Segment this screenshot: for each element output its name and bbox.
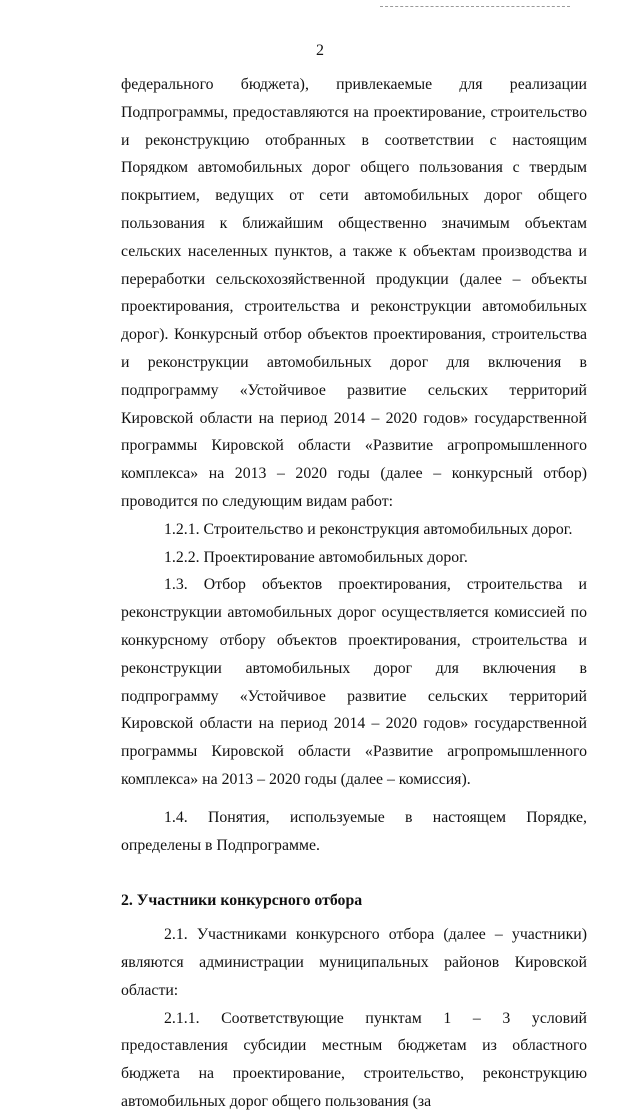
paragraph-1-2-1: 1.2.1. Строительство и реконструкция автомобильных дорог. (164, 520, 573, 538)
paragraph-1-4: 1.4. Понятия, используемые в настоящем Порядке, определены в Подпрограмме. (121, 808, 587, 854)
paragraph-2-1-1: 2.1.1. Соответствующие пунктам 1 – 3 условий предоставления субсидии местным бюджетам из областного бюджета на проектирование, строительство, реконструкцию автомобильных дорог общего пользования (за (121, 1009, 587, 1110)
paragraph-1-3: 1.3. Отбор объектов проектирования, строительства и реконструкции автомобильных дорог осуществляется комиссией по конкурсному отбору объектов проектирования, строительства и реконструкции автомобильных дорог для включения в подпрограмму «Устойчивое развитие сельских территорий Кировской области на период 2014 – 2020 годов» государственной программы Кировской области «Развитие агропромышленного комплекса» на 2013 – 2020 годы (далее – комиссия). (121, 576, 587, 788)
section-heading: 2. Участники конкурсного отбора (121, 892, 363, 910)
paragraph-2-1: 2.1. Участниками конкурсного отбора (далее – участники) являются администрации муниципальных районов Кировской области: (121, 926, 587, 999)
paragraph-continuation: федерального бюджета), привлекаемые для реализации Подпрограммы, предоставляются на проектирование, строительство и реконструкцию отобранных в соответствии с настоящим Порядком автомобильных дорог общего пользования с твердым покрытием, ведущих от сети автомобильных дорог общего пользования к ближайшим общественно значимым объектам сельских населенных пунктов, а также к объектам производства и переработки сельскохозяйственной продукции (далее – объекты проектирования, строительства и реконструкции автомобильных дорог). Конкурсный отбор объектов проектирования, строительства и реконструкции автомобильных дорог для включения в подпрограмму «Устойчивое развитие сельских территорий Кировской области на период 2014 – 2020 годов» государственной программы Кировской области «Развитие агропромышленного комплекса» на 2013 – 2020 годы (далее – конкурсный отбор) проводится по следующим видам работ: (121, 76, 587, 510)
scan-artifact-line (380, 6, 570, 7)
document-body (121, 71, 587, 1116)
page-number: 2 (316, 42, 324, 59)
paragraph-1-2-2: 1.2.2. Проектирование автомобильных дорог. (164, 548, 468, 566)
